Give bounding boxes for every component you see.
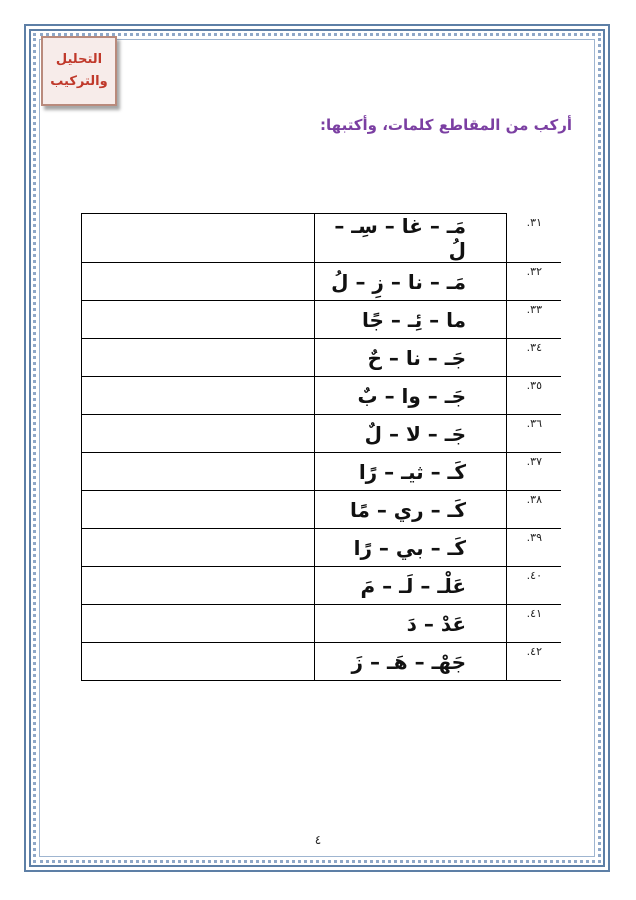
table-row — [82, 263, 561, 301]
row-number: ٣٣ — [530, 303, 542, 316]
row-number: ٤٢ — [530, 645, 542, 658]
row-number-dot: . — [526, 265, 531, 278]
row-number-dot: . — [526, 341, 531, 354]
row-number-cell — [507, 643, 561, 681]
answer-cell[interactable] — [82, 301, 315, 339]
row-number-cell — [507, 377, 561, 415]
badge-line-1: التحليل — [55, 52, 103, 67]
row-number-dot: . — [526, 215, 531, 229]
answer-cell[interactable] — [82, 263, 315, 301]
row-number: ٤٠ — [530, 569, 542, 582]
syllable-table — [81, 213, 561, 681]
syllables-cell: عَلْـ – لَـ – مَ — [315, 567, 507, 605]
table-row — [82, 415, 561, 453]
syllables-cell: جَـ – نا – حٌ — [315, 339, 507, 377]
table-row — [82, 491, 561, 529]
row-number-dot: . — [526, 455, 531, 468]
section-badge — [41, 36, 117, 106]
row-number: ٣٢ — [530, 265, 542, 278]
row-number-dot: . — [526, 569, 531, 582]
table-row — [82, 214, 561, 263]
answer-cell[interactable] — [82, 567, 315, 605]
answer-cell[interactable] — [82, 377, 315, 415]
row-number-cell — [507, 453, 561, 491]
syllables-cell: عَدْ – دَ — [315, 605, 507, 643]
row-number-dot: . — [526, 607, 531, 620]
row-number-dot: . — [526, 645, 531, 658]
row-number-cell — [507, 339, 561, 377]
syllables-cell: مَـ – نا – زِ – لُ — [315, 263, 507, 301]
row-number-dot: . — [526, 303, 531, 316]
row-number: ٤١ — [530, 607, 542, 620]
row-number-dot: . — [526, 531, 531, 544]
row-number: ٣١ — [530, 215, 542, 229]
table-row — [82, 529, 561, 567]
row-number-cell — [507, 605, 561, 643]
table-row — [82, 567, 561, 605]
badge-line-2: والتركيب — [50, 74, 108, 89]
syllables-cell: مَـ – غا – سِـ – لُ — [315, 214, 507, 263]
syllables-cell: كَـ – بي – رًا — [315, 529, 507, 567]
row-number: ٣٤ — [530, 341, 542, 354]
table-row — [82, 301, 561, 339]
table-row — [82, 339, 561, 377]
row-number-dot: . — [526, 493, 531, 506]
row-number-cell — [507, 567, 561, 605]
row-number-cell — [507, 491, 561, 529]
table-row — [82, 377, 561, 415]
answer-cell[interactable] — [82, 605, 315, 643]
row-number: ٣٥ — [530, 379, 542, 392]
row-number-cell — [507, 263, 561, 301]
syllables-cell: كَـ – ثيـ – رًا — [315, 453, 507, 491]
syllables-cell: ما – ئِـ – جًا — [315, 301, 507, 339]
row-number-dot: . — [526, 417, 531, 430]
syllables-cell: جَـ – لا – لٌ — [315, 415, 507, 453]
table-row — [82, 605, 561, 643]
row-number-dot: . — [526, 379, 531, 392]
row-number-cell — [507, 415, 561, 453]
answer-cell[interactable] — [82, 643, 315, 681]
table-row — [82, 453, 561, 491]
page-number: ٤ — [314, 833, 322, 847]
table-row — [82, 643, 561, 681]
row-number: ٣٨ — [530, 493, 542, 506]
answer-cell[interactable] — [82, 415, 315, 453]
row-number: ٣٧ — [530, 455, 542, 468]
syllables-cell: جَـ – وا – بٌ — [315, 377, 507, 415]
syllables-cell: جَهْـ – هَـ – زَ — [315, 643, 507, 681]
answer-cell[interactable] — [82, 339, 315, 377]
answer-cell[interactable] — [82, 453, 315, 491]
answer-cell[interactable] — [82, 214, 315, 263]
row-number-cell — [507, 529, 561, 567]
answer-cell[interactable] — [82, 491, 315, 529]
syllables-cell: كَـ – ري – مًا — [315, 491, 507, 529]
row-number: ٣٩ — [530, 531, 542, 544]
exercise-instruction: أركب من المقاطع كلمات، وأكتبها: — [320, 116, 572, 134]
row-number-cell — [507, 301, 561, 339]
answer-cell[interactable] — [82, 529, 315, 567]
row-number: ٣٦ — [530, 417, 542, 430]
row-number-cell — [507, 214, 561, 263]
